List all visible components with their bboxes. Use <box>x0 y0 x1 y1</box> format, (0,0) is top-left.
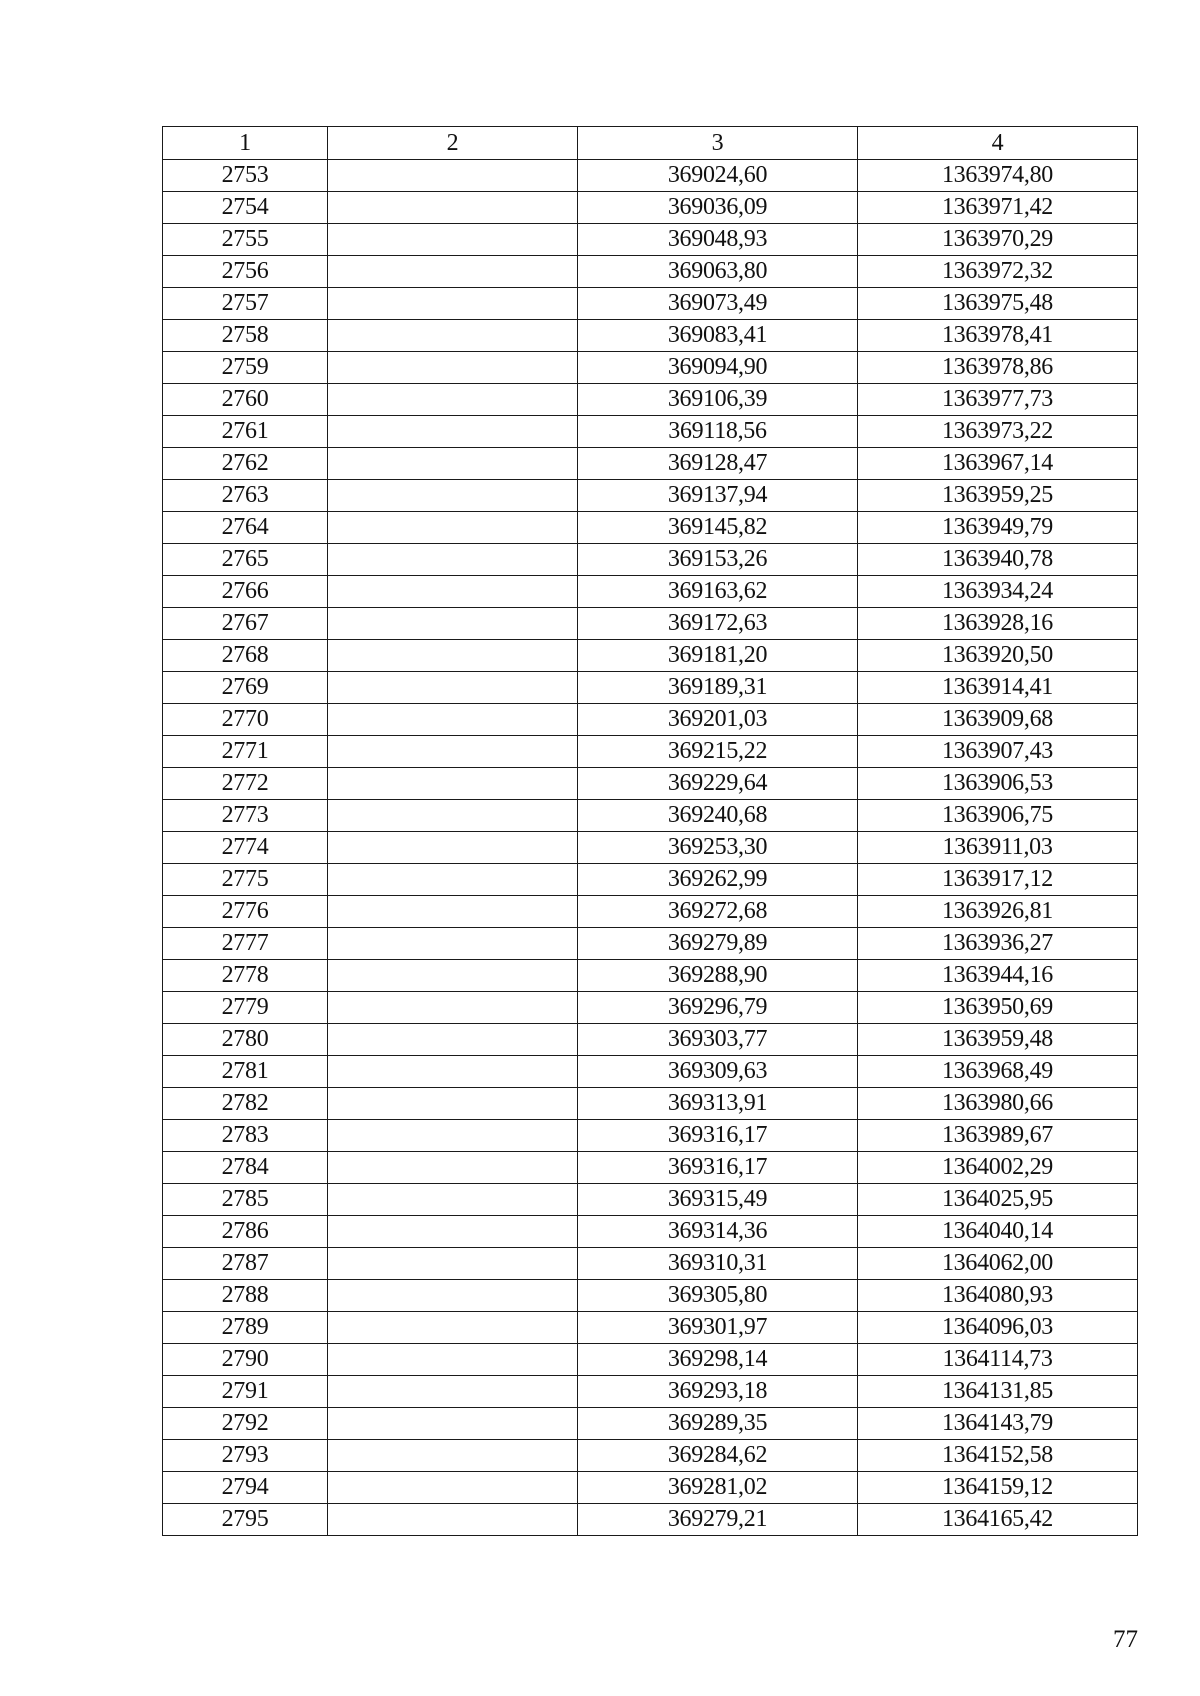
table-row <box>163 448 1138 480</box>
point-number-cell: 2760 <box>163 384 328 416</box>
point-number-cell: 2778 <box>163 960 328 992</box>
table-row <box>163 1376 1138 1408</box>
x-coordinate-cell: 369288,90 <box>578 960 858 992</box>
column-2-cell <box>328 1440 578 1472</box>
x-coordinate-cell: 369309,63 <box>578 1056 858 1088</box>
column-2-cell <box>328 704 578 736</box>
y-coordinate-cell: 1363975,48 <box>858 288 1138 320</box>
column-header-2: 2 <box>328 127 578 160</box>
x-coordinate-cell: 369036,09 <box>578 192 858 224</box>
column-2-cell <box>328 224 578 256</box>
column-2-cell <box>328 1376 578 1408</box>
table-row <box>163 224 1138 256</box>
point-number-cell: 2785 <box>163 1184 328 1216</box>
x-coordinate-cell: 369310,31 <box>578 1248 858 1280</box>
table-row <box>163 736 1138 768</box>
x-coordinate-cell: 369024,60 <box>578 160 858 192</box>
column-2-cell <box>328 1088 578 1120</box>
table-row <box>163 512 1138 544</box>
y-coordinate-cell: 1364062,00 <box>858 1248 1138 1280</box>
column-2-cell <box>328 1472 578 1504</box>
table-row <box>163 960 1138 992</box>
x-coordinate-cell: 369094,90 <box>578 352 858 384</box>
table-row <box>163 1248 1138 1280</box>
table-row <box>163 544 1138 576</box>
point-number-cell: 2768 <box>163 640 328 672</box>
point-number-cell: 2786 <box>163 1216 328 1248</box>
column-header-4: 4 <box>858 127 1138 160</box>
point-number-cell: 2794 <box>163 1472 328 1504</box>
point-number-cell: 2776 <box>163 896 328 928</box>
y-coordinate-cell: 1364080,93 <box>858 1280 1138 1312</box>
table-row <box>163 672 1138 704</box>
x-coordinate-cell: 369106,39 <box>578 384 858 416</box>
column-2-cell <box>328 160 578 192</box>
y-coordinate-cell: 1363940,78 <box>858 544 1138 576</box>
column-2-cell <box>328 1344 578 1376</box>
y-coordinate-cell: 1364025,95 <box>858 1184 1138 1216</box>
table-row <box>163 864 1138 896</box>
table-row <box>163 1024 1138 1056</box>
y-coordinate-cell: 1363920,50 <box>858 640 1138 672</box>
column-2-cell <box>328 480 578 512</box>
y-coordinate-cell: 1363944,16 <box>858 960 1138 992</box>
x-coordinate-cell: 369298,14 <box>578 1344 858 1376</box>
column-2-cell <box>328 1248 578 1280</box>
point-number-cell: 2759 <box>163 352 328 384</box>
x-coordinate-cell: 369316,17 <box>578 1152 858 1184</box>
y-coordinate-cell: 1363907,43 <box>858 736 1138 768</box>
column-2-cell <box>328 192 578 224</box>
column-2-cell <box>328 256 578 288</box>
table-row <box>163 416 1138 448</box>
point-number-cell: 2765 <box>163 544 328 576</box>
y-coordinate-cell: 1363989,67 <box>858 1120 1138 1152</box>
table-row <box>163 384 1138 416</box>
column-2-cell <box>328 1312 578 1344</box>
x-coordinate-cell: 369181,20 <box>578 640 858 672</box>
point-number-cell: 2780 <box>163 1024 328 1056</box>
column-2-cell <box>328 800 578 832</box>
column-2-cell <box>328 928 578 960</box>
table-row <box>163 1472 1138 1504</box>
x-coordinate-cell: 369048,93 <box>578 224 858 256</box>
table-row <box>163 320 1138 352</box>
table-row <box>163 1440 1138 1472</box>
x-coordinate-cell: 369289,35 <box>578 1408 858 1440</box>
x-coordinate-cell: 369313,91 <box>578 1088 858 1120</box>
y-coordinate-cell: 1364114,73 <box>858 1344 1138 1376</box>
table-row <box>163 1152 1138 1184</box>
table-row <box>163 1120 1138 1152</box>
column-header-3: 3 <box>578 127 858 160</box>
table-row <box>163 160 1138 192</box>
y-coordinate-cell: 1363950,69 <box>858 992 1138 1024</box>
point-number-cell: 2753 <box>163 160 328 192</box>
y-coordinate-cell: 1363917,12 <box>858 864 1138 896</box>
y-coordinate-cell: 1363972,32 <box>858 256 1138 288</box>
point-number-cell: 2789 <box>163 1312 328 1344</box>
x-coordinate-cell: 369163,62 <box>578 576 858 608</box>
point-number-cell: 2769 <box>163 672 328 704</box>
y-coordinate-cell: 1364143,79 <box>858 1408 1138 1440</box>
point-number-cell: 2770 <box>163 704 328 736</box>
y-coordinate-cell: 1363968,49 <box>858 1056 1138 1088</box>
point-number-cell: 2790 <box>163 1344 328 1376</box>
x-coordinate-cell: 369314,36 <box>578 1216 858 1248</box>
table-row <box>163 1216 1138 1248</box>
column-2-cell <box>328 896 578 928</box>
x-coordinate-cell: 369262,99 <box>578 864 858 896</box>
point-number-cell: 2757 <box>163 288 328 320</box>
point-number-cell: 2795 <box>163 1504 328 1536</box>
point-number-cell: 2771 <box>163 736 328 768</box>
x-coordinate-cell: 369189,31 <box>578 672 858 704</box>
y-coordinate-cell: 1364002,29 <box>858 1152 1138 1184</box>
column-2-cell <box>328 448 578 480</box>
column-2-cell <box>328 384 578 416</box>
x-coordinate-cell: 369153,26 <box>578 544 858 576</box>
x-coordinate-cell: 369303,77 <box>578 1024 858 1056</box>
y-coordinate-cell: 1364096,03 <box>858 1312 1138 1344</box>
y-coordinate-cell: 1363959,48 <box>858 1024 1138 1056</box>
y-coordinate-cell: 1363978,86 <box>858 352 1138 384</box>
table-row <box>163 896 1138 928</box>
x-coordinate-cell: 369083,41 <box>578 320 858 352</box>
column-2-cell <box>328 544 578 576</box>
column-2-cell <box>328 1408 578 1440</box>
column-2-cell <box>328 1280 578 1312</box>
table-row <box>163 928 1138 960</box>
point-number-cell: 2766 <box>163 576 328 608</box>
column-2-cell <box>328 512 578 544</box>
point-number-cell: 2787 <box>163 1248 328 1280</box>
column-2-cell <box>328 832 578 864</box>
column-2-cell <box>328 1056 578 1088</box>
table-row <box>163 1184 1138 1216</box>
y-coordinate-cell: 1363949,79 <box>858 512 1138 544</box>
column-2-cell <box>328 1184 578 1216</box>
point-number-cell: 2784 <box>163 1152 328 1184</box>
column-2-cell <box>328 288 578 320</box>
point-number-cell: 2764 <box>163 512 328 544</box>
y-coordinate-cell: 1363928,16 <box>858 608 1138 640</box>
table-row <box>163 1280 1138 1312</box>
y-coordinate-cell: 1363909,68 <box>858 704 1138 736</box>
x-coordinate-cell: 369215,22 <box>578 736 858 768</box>
y-coordinate-cell: 1363973,22 <box>858 416 1138 448</box>
x-coordinate-cell: 369316,17 <box>578 1120 858 1152</box>
x-coordinate-cell: 369315,49 <box>578 1184 858 1216</box>
point-number-cell: 2772 <box>163 768 328 800</box>
table-row <box>163 192 1138 224</box>
x-coordinate-cell: 369301,97 <box>578 1312 858 1344</box>
x-coordinate-cell: 369137,94 <box>578 480 858 512</box>
x-coordinate-cell: 369293,18 <box>578 1376 858 1408</box>
y-coordinate-cell: 1363906,75 <box>858 800 1138 832</box>
point-number-cell: 2773 <box>163 800 328 832</box>
point-number-cell: 2775 <box>163 864 328 896</box>
table-row <box>163 576 1138 608</box>
table-row <box>163 832 1138 864</box>
x-coordinate-cell: 369296,79 <box>578 992 858 1024</box>
y-coordinate-cell: 1363974,80 <box>858 160 1138 192</box>
table-row <box>163 992 1138 1024</box>
point-number-cell: 2774 <box>163 832 328 864</box>
column-2-cell <box>328 960 578 992</box>
point-number-cell: 2792 <box>163 1408 328 1440</box>
column-2-cell <box>328 608 578 640</box>
x-coordinate-cell: 369201,03 <box>578 704 858 736</box>
table-row <box>163 640 1138 672</box>
x-coordinate-cell: 369305,80 <box>578 1280 858 1312</box>
y-coordinate-cell: 1363914,41 <box>858 672 1138 704</box>
x-coordinate-cell: 369145,82 <box>578 512 858 544</box>
x-coordinate-cell: 369073,49 <box>578 288 858 320</box>
column-2-cell <box>328 736 578 768</box>
table-body <box>163 160 1138 1536</box>
column-2-cell <box>328 640 578 672</box>
point-number-cell: 2758 <box>163 320 328 352</box>
x-coordinate-cell: 369118,56 <box>578 416 858 448</box>
x-coordinate-cell: 369272,68 <box>578 896 858 928</box>
table-row <box>163 352 1138 384</box>
x-coordinate-cell: 369279,21 <box>578 1504 858 1536</box>
x-coordinate-cell: 369284,62 <box>578 1440 858 1472</box>
y-coordinate-cell: 1364165,42 <box>858 1504 1138 1536</box>
y-coordinate-cell: 1363970,29 <box>858 224 1138 256</box>
y-coordinate-cell: 1363936,27 <box>858 928 1138 960</box>
x-coordinate-cell: 369240,68 <box>578 800 858 832</box>
x-coordinate-cell: 369253,30 <box>578 832 858 864</box>
table-row <box>163 480 1138 512</box>
point-number-cell: 2791 <box>163 1376 328 1408</box>
table-header-row <box>163 127 1138 160</box>
table-row <box>163 1408 1138 1440</box>
table-row <box>163 704 1138 736</box>
column-header-1: 1 <box>163 127 328 160</box>
column-2-cell <box>328 1152 578 1184</box>
point-number-cell: 2783 <box>163 1120 328 1152</box>
column-2-cell <box>328 864 578 896</box>
y-coordinate-cell: 1363980,66 <box>858 1088 1138 1120</box>
column-2-cell <box>328 768 578 800</box>
y-coordinate-cell: 1363911,03 <box>858 832 1138 864</box>
table-row <box>163 256 1138 288</box>
y-coordinate-cell: 1363934,24 <box>858 576 1138 608</box>
y-coordinate-cell: 1364152,58 <box>858 1440 1138 1472</box>
point-number-cell: 2779 <box>163 992 328 1024</box>
point-number-cell: 2782 <box>163 1088 328 1120</box>
column-2-cell <box>328 992 578 1024</box>
point-number-cell: 2793 <box>163 1440 328 1472</box>
table-row <box>163 768 1138 800</box>
table-row <box>163 1504 1138 1536</box>
x-coordinate-cell: 369128,47 <box>578 448 858 480</box>
x-coordinate-cell: 369063,80 <box>578 256 858 288</box>
x-coordinate-cell: 369172,63 <box>578 608 858 640</box>
point-number-cell: 2754 <box>163 192 328 224</box>
table-row <box>163 608 1138 640</box>
point-number-cell: 2755 <box>163 224 328 256</box>
y-coordinate-cell: 1363967,14 <box>858 448 1138 480</box>
x-coordinate-cell: 369229,64 <box>578 768 858 800</box>
y-coordinate-cell: 1364131,85 <box>858 1376 1138 1408</box>
table-row <box>163 288 1138 320</box>
x-coordinate-cell: 369281,02 <box>578 1472 858 1504</box>
y-coordinate-cell: 1363978,41 <box>858 320 1138 352</box>
table-row <box>163 1344 1138 1376</box>
column-2-cell <box>328 1504 578 1536</box>
column-2-cell <box>328 1120 578 1152</box>
y-coordinate-cell: 1363926,81 <box>858 896 1138 928</box>
page-number: 77 <box>1113 1626 1138 1653</box>
y-coordinate-cell: 1364040,14 <box>858 1216 1138 1248</box>
point-number-cell: 2763 <box>163 480 328 512</box>
column-2-cell <box>328 576 578 608</box>
point-number-cell: 2781 <box>163 1056 328 1088</box>
table-row <box>163 1056 1138 1088</box>
x-coordinate-cell: 369279,89 <box>578 928 858 960</box>
table-row <box>163 800 1138 832</box>
point-number-cell: 2777 <box>163 928 328 960</box>
table-row <box>163 1088 1138 1120</box>
point-number-cell: 2767 <box>163 608 328 640</box>
point-number-cell: 2761 <box>163 416 328 448</box>
point-number-cell: 2756 <box>163 256 328 288</box>
column-2-cell <box>328 416 578 448</box>
point-number-cell: 2788 <box>163 1280 328 1312</box>
point-number-cell: 2762 <box>163 448 328 480</box>
y-coordinate-cell: 1363906,53 <box>858 768 1138 800</box>
y-coordinate-cell: 1363971,42 <box>858 192 1138 224</box>
table-row <box>163 1312 1138 1344</box>
column-2-cell <box>328 672 578 704</box>
coordinates-table <box>162 126 1138 1536</box>
column-2-cell <box>328 352 578 384</box>
column-2-cell <box>328 1216 578 1248</box>
y-coordinate-cell: 1363977,73 <box>858 384 1138 416</box>
column-2-cell <box>328 320 578 352</box>
y-coordinate-cell: 1364159,12 <box>858 1472 1138 1504</box>
column-2-cell <box>328 1024 578 1056</box>
y-coordinate-cell: 1363959,25 <box>858 480 1138 512</box>
